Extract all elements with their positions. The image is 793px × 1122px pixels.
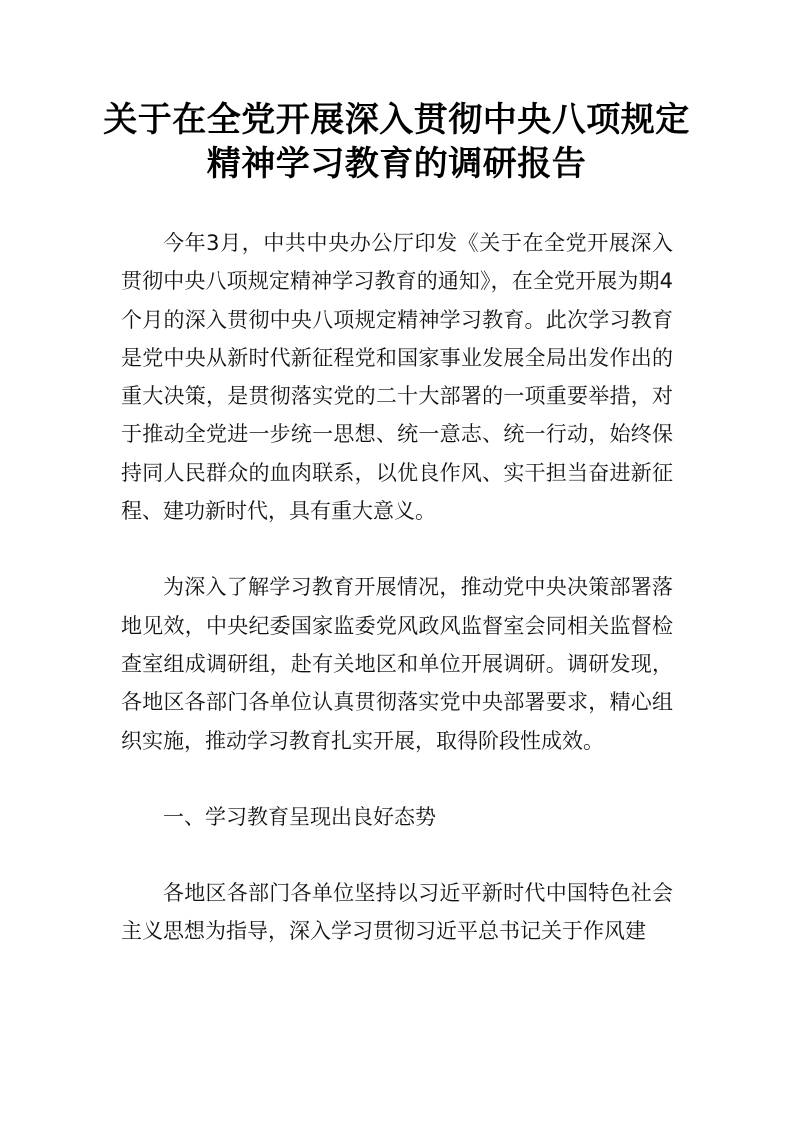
title-line-2: 精神学习教育的调研报告 <box>206 144 587 184</box>
paragraph-section-1: 各地区各部门各单位坚持以习近平新时代中国特色社会主义思想为指导，深入学习贯彻习近平总书记关于作风建 <box>121 881 673 944</box>
paragraph-intro: 今年3月，中共中央办公厅印发《关于在全党开展深入贯彻中央八项规定精神学习教育的通知》，在全党开展为期4个月的深入贯彻中央八项规定精神学习教育。此次学习教育是党中央从新时代新征程党和国家事业发展全局出发作出的重大决策，是贯彻落实党的二十大部署的一项重要举措，对于推动全党进一步统一思想、统一意志、统一行动，始终保持同人民群众的血肉联系，以优良作风、实干担当奋进新征程、建功新时代，具有重大意义。 <box>121 231 673 524</box>
paragraph-spacer <box>121 530 673 568</box>
paragraph-spacer <box>121 760 673 798</box>
paragraph-investigation: 为深入了解学习教育开展情况，推动党中央决策部署落地见效，中央纪委国家监委党风政风监督室会同相关监督检查室组成调研组，赴有关地区和单位开展调研。调研发现，各地区各部门各单位认真贯彻落实党中央部署要求，精心组织实施，推动学习教育扎实开展，取得阶段性成效。 <box>121 575 673 753</box>
title-line-1: 关于在全党开展深入贯彻中央八项规定 <box>103 100 690 140</box>
paragraph-spacer <box>121 836 673 874</box>
document-title <box>0 98 793 186</box>
section-heading-1: 一、学习教育呈现出良好态势 <box>163 804 436 829</box>
document-body <box>121 224 673 951</box>
